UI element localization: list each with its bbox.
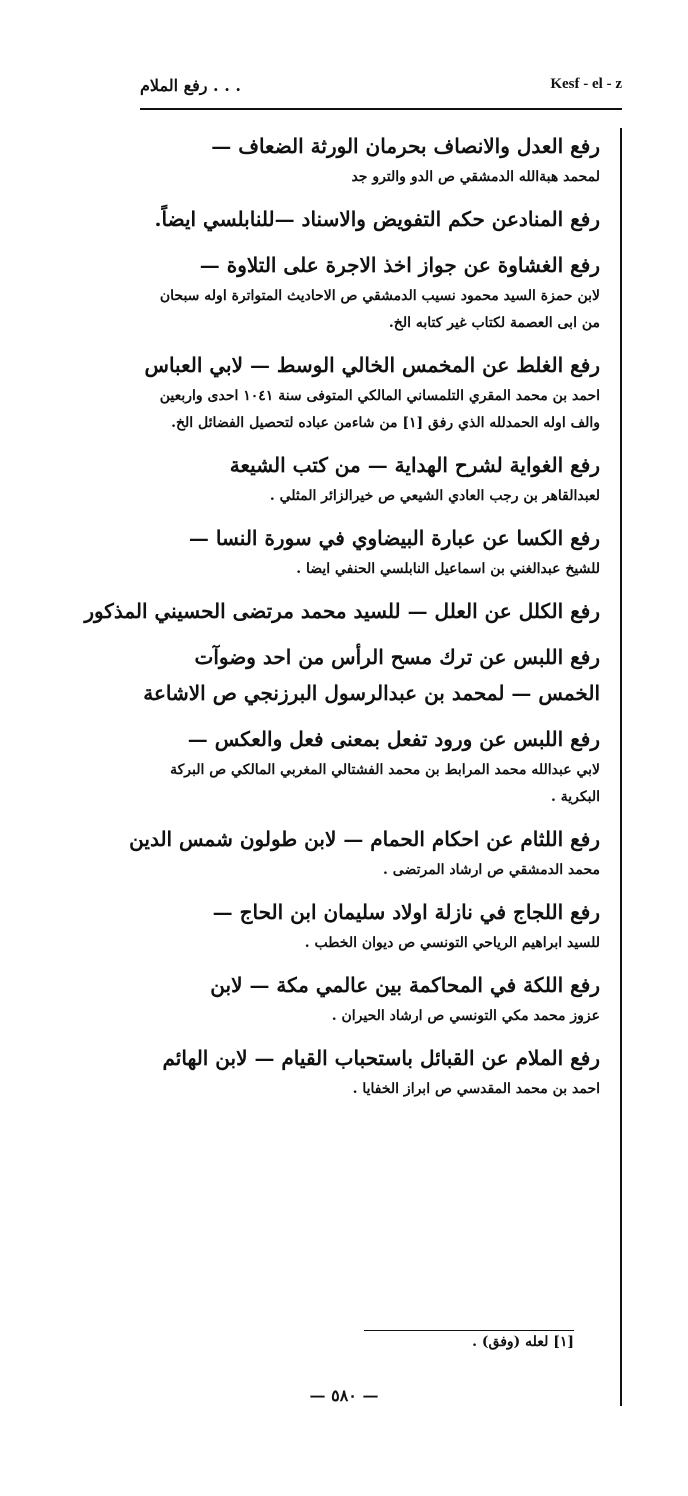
footnote-rule	[364, 1330, 574, 1331]
entry-description: للشيخ عبدالغني بن اسماعيل النابلسي الحنفي ايضا .	[296, 561, 600, 577]
entry-title: الخمس — لمحمد بن عبدالرسول البرزنجي ص الاشاعة	[143, 681, 600, 705]
running-title: رفع الملام . . .	[140, 76, 241, 95]
page-header	[140, 76, 622, 102]
entries-list	[84, 128, 600, 1103]
entry-description: محمد الدمشقي ص ارشاد المرتضى .	[383, 862, 600, 878]
entry-title: رفع الغلط عن المخمس الخالي الوسط — لابي العباس	[144, 353, 600, 377]
entry-description: لابي عبدالله محمد المرابط بن محمد الفشتالي المغربي المالكي ص البركة البكرية .	[170, 762, 600, 805]
list-item	[140, 967, 600, 1030]
entry-title: رفع الغشاوة عن جواز اخذ الاجرة على التلاوة —	[199, 253, 600, 277]
list-item	[129, 821, 600, 884]
entry-title: رفع الكسا عن عبارة البيضاوي في سورة النسا —	[188, 526, 600, 550]
entry-title: رفع الغواية لشرح الهداية — من كتب الشيعة	[229, 453, 600, 477]
entry-description: للسيد ابراهيم الرياحي التونسي ص ديوان الخطب .	[304, 935, 600, 951]
list-item	[140, 894, 600, 957]
entry-description: احمد بن محمد المقدسي ص ابراز الخفايا .	[352, 1081, 600, 1097]
list-item	[140, 721, 600, 811]
list-item	[84, 593, 600, 629]
list-item	[140, 347, 600, 437]
entry-description: عزوز محمد مكي التونسي ص ارشاد الحيران .	[331, 1008, 600, 1024]
list-item	[140, 247, 600, 337]
entry-title: رفع اللجاج في نازلة اولاد سليمان ابن الحاج —	[212, 900, 600, 924]
list-item	[140, 128, 600, 191]
margin-rule	[620, 128, 622, 1406]
list-item	[140, 639, 600, 675]
entry-description: احمد بن محمد المقري التلمساني المالكي المتوفى سنة ١٠٤١ احدى واربعين والف اوله الحمدلله الذي رفق [١] من شاءمن عباده لتحصيل الفضائل الخ.	[159, 388, 600, 431]
list-item	[140, 520, 600, 583]
running-header-latin: Kesf - el - z	[550, 76, 622, 92]
entry-description: لابن حمزة السيد محمود نسيب الدمشقي ص الاحاديث المتواترة اوله سبحان من ابى العصمة لكتاب غير كتابه الخ.	[159, 288, 600, 331]
footnote: [١] لعله (وفق) .	[472, 1334, 574, 1350]
entry-title: رفع العدل والانصاف بحرمان الورثة الضعاف —	[211, 134, 600, 158]
list-item	[140, 201, 600, 237]
list-item	[140, 447, 600, 510]
entry-title: رفع اللبس عن ورود تفعل بمعنى فعل والعكس —	[187, 727, 600, 751]
entry-title: رفع الملام عن القبائل باستحباب القيام — لابن الهائم	[162, 1046, 600, 1070]
entry-title: رفع اللكة في المحاكمة بين عالمي مكة — لابن	[210, 973, 600, 997]
entry-title: رفع الكلل عن العلل — للسيد محمد مرتضى الحسيني المذكور	[84, 599, 600, 623]
entry-title: رفع المنادعن حكم التفويض والاسناد —للنابلسي ايضاً.	[154, 207, 600, 231]
list-item	[140, 675, 600, 711]
entry-description: لمحمد هبةالله الدمشقي ص الدو والترو جد	[351, 169, 600, 185]
header-rule	[140, 108, 622, 110]
entry-title: رفع اللبس عن ترك مسح الرأس من احد وضوآت	[194, 645, 600, 669]
page-number: — ٥٨٠ —	[309, 1386, 379, 1405]
list-item	[140, 1040, 600, 1103]
entry-title: رفع اللثام عن احكام الحمام — لابن طولون شمس الدين	[129, 827, 600, 851]
entry-description: لعبدالقاهر بن رجب العادي الشيعي ص خيرالزائر المثلي .	[269, 488, 600, 504]
